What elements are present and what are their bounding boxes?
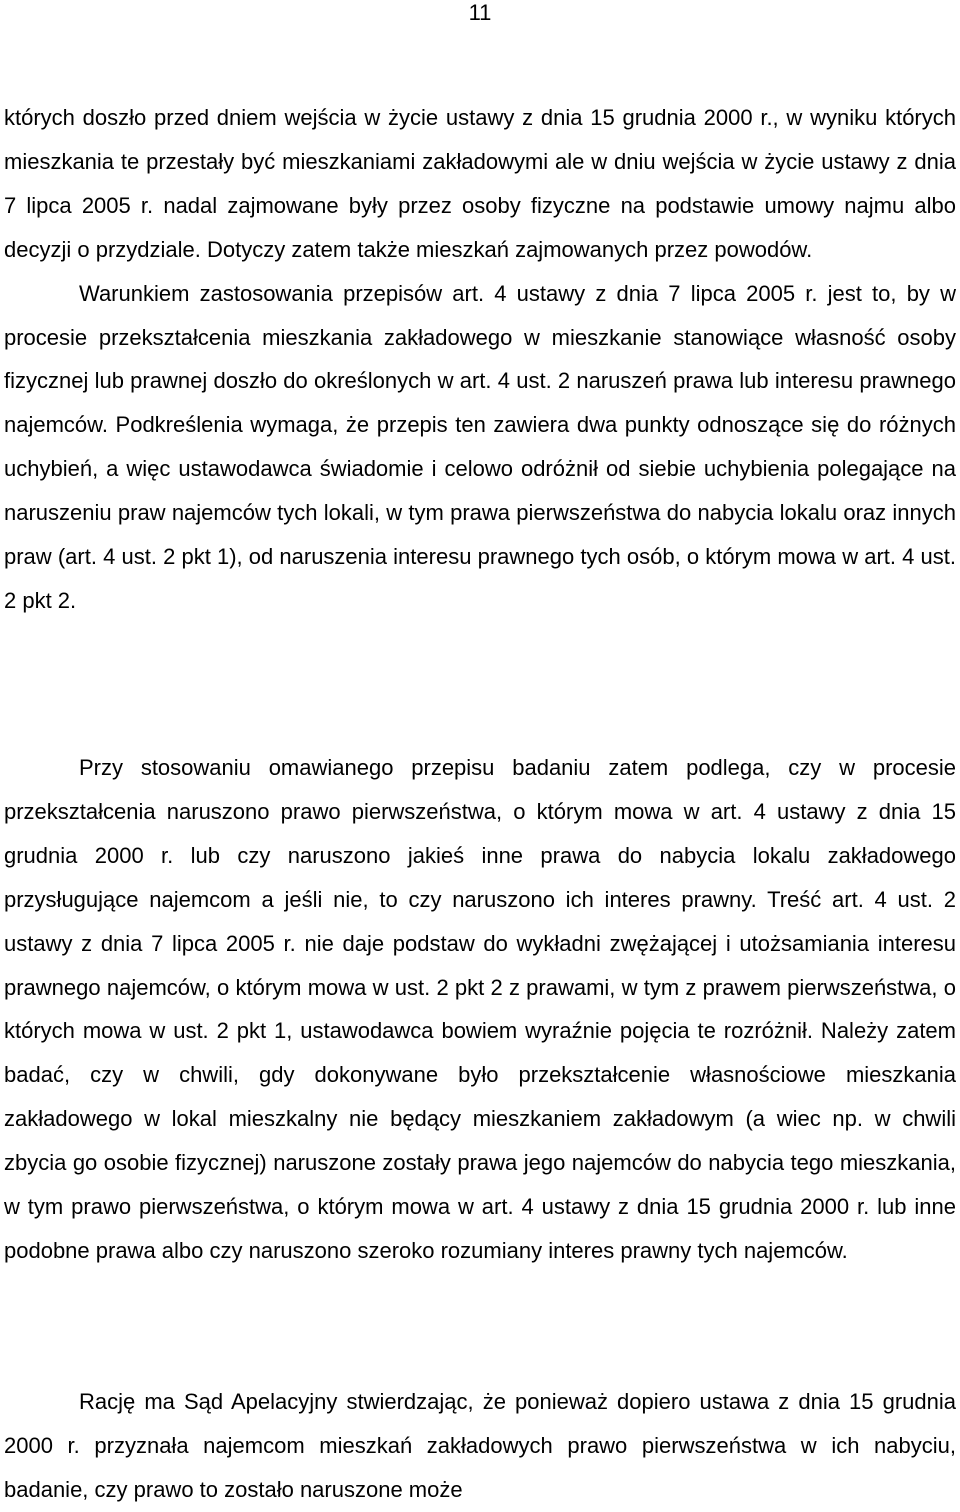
paragraph-1-indented: Warunkiem zastosowania przepisów art. 4 ustawy z dnia 7 lipca 2005 r. jest to, by w procesie przekształcenia mieszkania zakładowego w mieszkanie stanowiące własność osoby fizycznej lub prawnej doszło do określonych w art. 4 ust. 2 naruszeń prawa lub interesu prawnego najemców. Podkreślenia wymaga, że przepis ten zawiera dwa punkty odnoszące się do różnych uchybień, a więc ustawodawca świadomie i celowo odróżnił od siebie uchybienia polegające na naruszeniu praw najemców tych lokali, w tym prawa pierwszeństwa do nabycia lokalu oraz innych praw (art. 4 ust. 2 pkt 1), od naruszenia interesu prawnego tych osób, o którym mowa w art. 4 ust. 2 pkt 2. — [4, 280, 956, 613]
paragraph-3 — [4, 1380, 956, 1512]
paragraph-2-text: Przy stosowaniu omawianego przepisu badaniu zatem podlega, czy w procesie przekształcenia naruszono prawo pierwszeństwa, o którym mowa w art. 4 ustawy z dnia 15 grudnia 2000 r. lub czy naruszono jakieś inne prawa do nabycia lokalu zakładowego przysługujące najemcom a jeśli nie, to czy naruszono ich interes prawny. Treść art. 4 ust. 2 ustawy z dnia 7 lipca 2005 r. nie daje podstaw do wykładni zwężającej i utożsamiania interesu prawnego najemców, o którym mowa w ust. 2 pkt 2 z prawami, w tym z prawem pierwszeństwa, o których mowa w ust. 2 pkt 1, ustawodawca bowiem wyraźnie pojęcia te rozróżnił. Należy zatem badać, czy w chwili, gdy dokonywane było przekształcenie własnościowe mieszkania zakładowego w lokal mieszkalny nie będący mieszkaniem zakładowym (a wiec np. w chwili zbycia go osobie fizycznej) naruszone zostały prawa jego najemców do nabycia tego mieszkania, w tym prawo pierwszeństwa, o którym mowa w art. 4 ustawy z dnia 15 grudnia 2000 r. lub inne podobne prawa albo czy naruszono szeroko rozumiany interes prawny tych najemców. — [4, 755, 956, 1263]
paragraph-1-continuation: których doszło przed dniem wejścia w życie ustawy z dnia 15 grudnia 2000 r., w wyniku których mieszkania te przestały być mieszkaniami zakładowymi ale w dniu wejścia w życie ustawy z dnia 7 lipca 2005 r. nadal zajmowane były przez osoby fizyczne na podstawie umowy najmu albo decyzji o przydziale. Dotyczy zatem także mieszkań zajmowanych przez powodów. — [4, 105, 956, 262]
page-number: 11 — [468, 0, 492, 25]
paragraph-2 — [4, 746, 956, 1273]
paragraph-3-text: Rację ma Sąd Apelacyjny stwierdzając, że ponieważ dopiero ustawa z dnia 15 grudnia 2000 r. przyznała najemcom mieszkań zakładowych prawo pierwszeństwa w ich nabyciu, badanie, czy prawo to zostało naruszone może — [4, 1389, 956, 1502]
paragraph-1 — [4, 96, 956, 623]
